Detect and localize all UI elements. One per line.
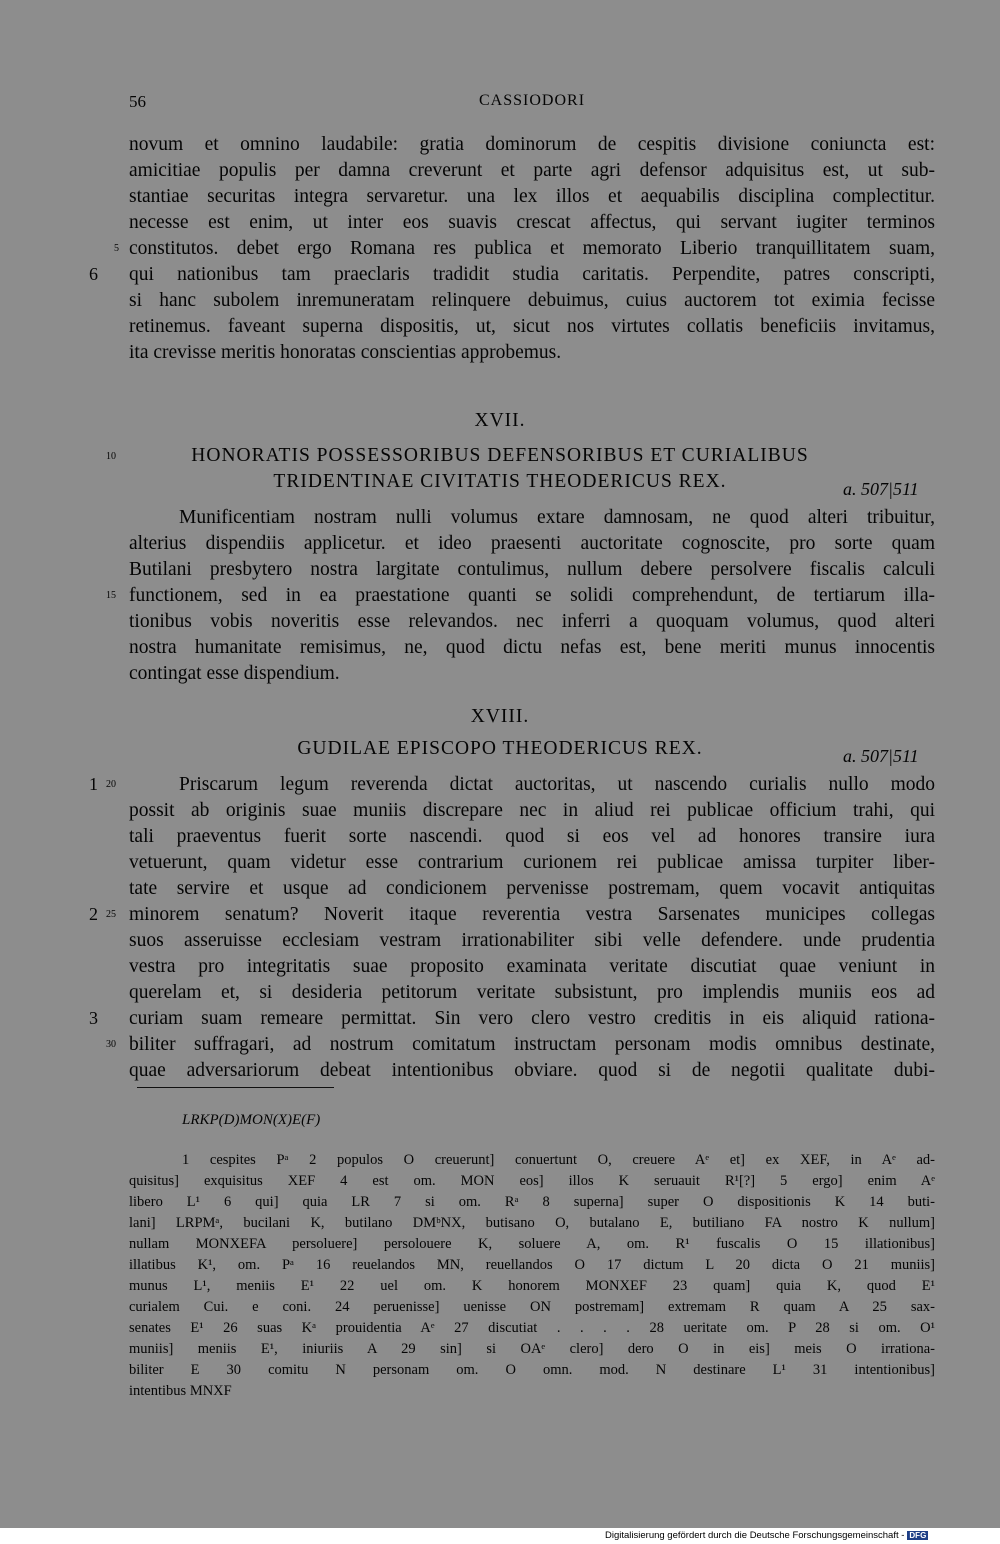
- apparatus-line: curialem Cui. e coni. 24 peruenisse] uenisse ON postremam] extremam R quam A 25 sax-: [129, 1299, 935, 1315]
- section-number: 3: [89, 1008, 98, 1028]
- text-line: si hanc subolem inremuneratam relinquere debuimus, cuius auctorem tot eximia fecisse: [129, 290, 935, 311]
- text-line: tate servire et usque ad condicionem pervenisse postremam, quem vocavit antiquitas: [129, 878, 935, 899]
- apparatus-line: munus L¹, meniis E¹ 22 uel om. K honorem MONXEF 23 quam] quia K, quod E¹: [129, 1278, 935, 1294]
- letter-title: HONORATIS POSSESSORIBUS DEFENSORIBUS ET CURIALIBUS: [191, 445, 809, 466]
- section-number: 2: [89, 904, 98, 924]
- text-line: Munificentiam nostram nulli volumus extare damnosam, ne quod alteri tribuitur,: [179, 507, 935, 528]
- apparatus-line: intentibus MNXF: [129, 1383, 232, 1399]
- letter-number: XVIII.: [470, 706, 530, 727]
- margin-line-number: 5: [114, 243, 119, 254]
- text-line: amicitiae populis per damna creverunt et parte agri defensor adquisitus est, ut sub-: [129, 160, 935, 181]
- text-line: vestra pro integritatis suae proposito examinata veritate discutiat quae veniunt in: [129, 956, 935, 977]
- text-line: qui nationibus tam praeclaris tradidit studia caritatis. Perpendite, patres conscripti,: [129, 264, 935, 285]
- text-line: minorem senatum? Noverit itaque reverentia vestra Sarsenates municipes collegas: [129, 904, 935, 925]
- text-line: quae adversariorum debeat intentionibus obviare. quod si de negotii qualitate dubi-: [129, 1060, 935, 1081]
- text-line: novum et omnino laudabile: gratia dominorum de cespitis divisione coniuncta est:: [129, 134, 935, 155]
- text-line: vetuerunt, quam videtur esse contrarium curionem rei publicae amissa turpiter liber-: [129, 852, 935, 873]
- text-line: biliter suffragari, ad nostrum comitatum instructam personam modis omnibus destinate,: [129, 1034, 935, 1055]
- text-line: nostra humanitate remisimus, ne, quod dictu nefas est, bene meriti munus innocentis: [129, 637, 935, 658]
- dfg-logo: DFG: [909, 1530, 927, 1540]
- text-line: tali praeventus fuerit sorte nascendi. quod si eos vel ad honores transire iura: [129, 826, 935, 847]
- letter-title: GUDILAE EPISCOPO THEODERICUS REX.: [297, 738, 703, 759]
- credit-text: Digitalisierung gefördert durch die Deutsche Forschungsgemeinschaft -: [605, 1530, 905, 1541]
- margin-line-number: 15: [106, 590, 116, 601]
- text-line: tionibus vobis noveritis esse relevandos. nec inferri a quoquam volumus, quod alteri: [129, 611, 935, 632]
- text-line: suos asseruisse ecclesiam vestram irrationabiliter sibi velle defendere. unde prudentia: [129, 930, 935, 951]
- apparatus-divider: [137, 1087, 334, 1088]
- text-line: Butilani presbytero nostra largitate contulimus, nullum debere persolvere fiscalis calculi: [129, 559, 935, 580]
- apparatus-line: quisitus] exquisitus XEF 4 est om. MON eos] illos K seruauit R¹[?] 5 ergo] enim Aᵉ: [129, 1173, 935, 1189]
- text-line: ita crevisse meritis honoratas conscientias approbemus.: [129, 342, 562, 363]
- apparatus-line: biliter E 30 comitu N personam om. O omn. mod. N destinare L¹ 31 intentionibus]: [129, 1362, 935, 1378]
- section-number: 1: [89, 774, 98, 794]
- text-line: alterius dispendiis applicetur. et ideo praesenti auctoritate cognoscite, pro sorte quam: [129, 533, 935, 554]
- apparatus-line: senates E¹ 26 suas Kᵃ prouidentia Aᵉ 27 discutiat . . . . 28 ueritate om. P 28 si om. O¹: [129, 1320, 935, 1336]
- running-head: CASSIODORI: [479, 92, 586, 109]
- text-line: functionem, sed in ea praestatione quanti se solidi comprehendunt, de tertiarum illa-: [129, 585, 935, 606]
- text-line: contingat esse dispendium.: [129, 663, 340, 684]
- apparatus-line: 1 cespites Pᵃ 2 populos O creuerunt] conuertunt O, creuere Aᵉ et] ex XEF, in Aᵉ ad-: [182, 1152, 935, 1168]
- section-number: 6: [89, 264, 98, 284]
- letter-title: TRIDENTINAE CIVITATIS THEODERICUS REX.: [273, 471, 727, 492]
- apparatus-line: muniis] meniis E¹, iniuriis A 29 sin] si OAᵉ clero] dero O in eis] meis O irrationa-: [129, 1341, 935, 1357]
- text-line: retinemus. faveant superna dispositis, ut, sicut nos virtutes collatis beneficiis invitamus,: [129, 316, 935, 337]
- letter-number: XVII.: [474, 410, 526, 431]
- apparatus-line: illatibus K¹, om. Pᵃ 16 reuelandos MN, reuellandos O 17 dictum L 20 dicta O 21 muniis]: [129, 1257, 935, 1273]
- apparatus-line: nullam MONXEFA persoluere] persolouere K, soluere A, om. R¹ fuscalis O 15 illationibus]: [129, 1236, 935, 1252]
- letter-date: a. 507|511: [843, 479, 919, 499]
- page-number: 56: [129, 92, 146, 111]
- margin-line-number: 25: [106, 909, 116, 920]
- digitization-credit: [605, 1530, 928, 1541]
- text-line: Priscarum legum reverenda dictat auctoritas, ut nascendo curialis nullo modo: [179, 774, 935, 795]
- apparatus-line: libero L¹ 6 qui] quia LR 7 si om. Rᵃ 8 superna] super O dispositionis K 14 buti-: [129, 1194, 935, 1210]
- text-line: querelam et, si desideria petitorum veritate subsistunt, pro implendis muniis eos ad: [129, 982, 935, 1003]
- letter-date: a. 507|511: [843, 746, 919, 766]
- text-line: necesse est enim, ut inter eos suavis crescat affectus, qui servant iugiter terminos: [129, 212, 935, 233]
- text-line: constitutos. debet ergo Romana res publica et memorato Liberio tranquillitatem suam,: [129, 238, 935, 259]
- text-line: curiam suam remeare permittat. Sin vero clero vestro creditis in eis aliquid rationa-: [129, 1008, 935, 1029]
- margin-line-number: 30: [106, 1039, 116, 1050]
- text-line: possit ab originis suae muniis discrepare nec in aliud rei publicae officium trahi, qui: [129, 800, 935, 821]
- text-line: stantiae securitas integra servaretur. una lex illos et aequabilis disciplina complectitur.: [129, 186, 935, 207]
- margin-line-number: 10: [106, 451, 116, 462]
- margin-line-number: 20: [106, 779, 116, 790]
- manuscript-sigla: LRKP(D)MON(X)E(F): [182, 1112, 321, 1128]
- apparatus-line: lani] LRPMᵃ, bucilani K, butilano DMᵇNX, butisano O, butalano E, butiliano FA nostro K nullum]: [129, 1215, 935, 1231]
